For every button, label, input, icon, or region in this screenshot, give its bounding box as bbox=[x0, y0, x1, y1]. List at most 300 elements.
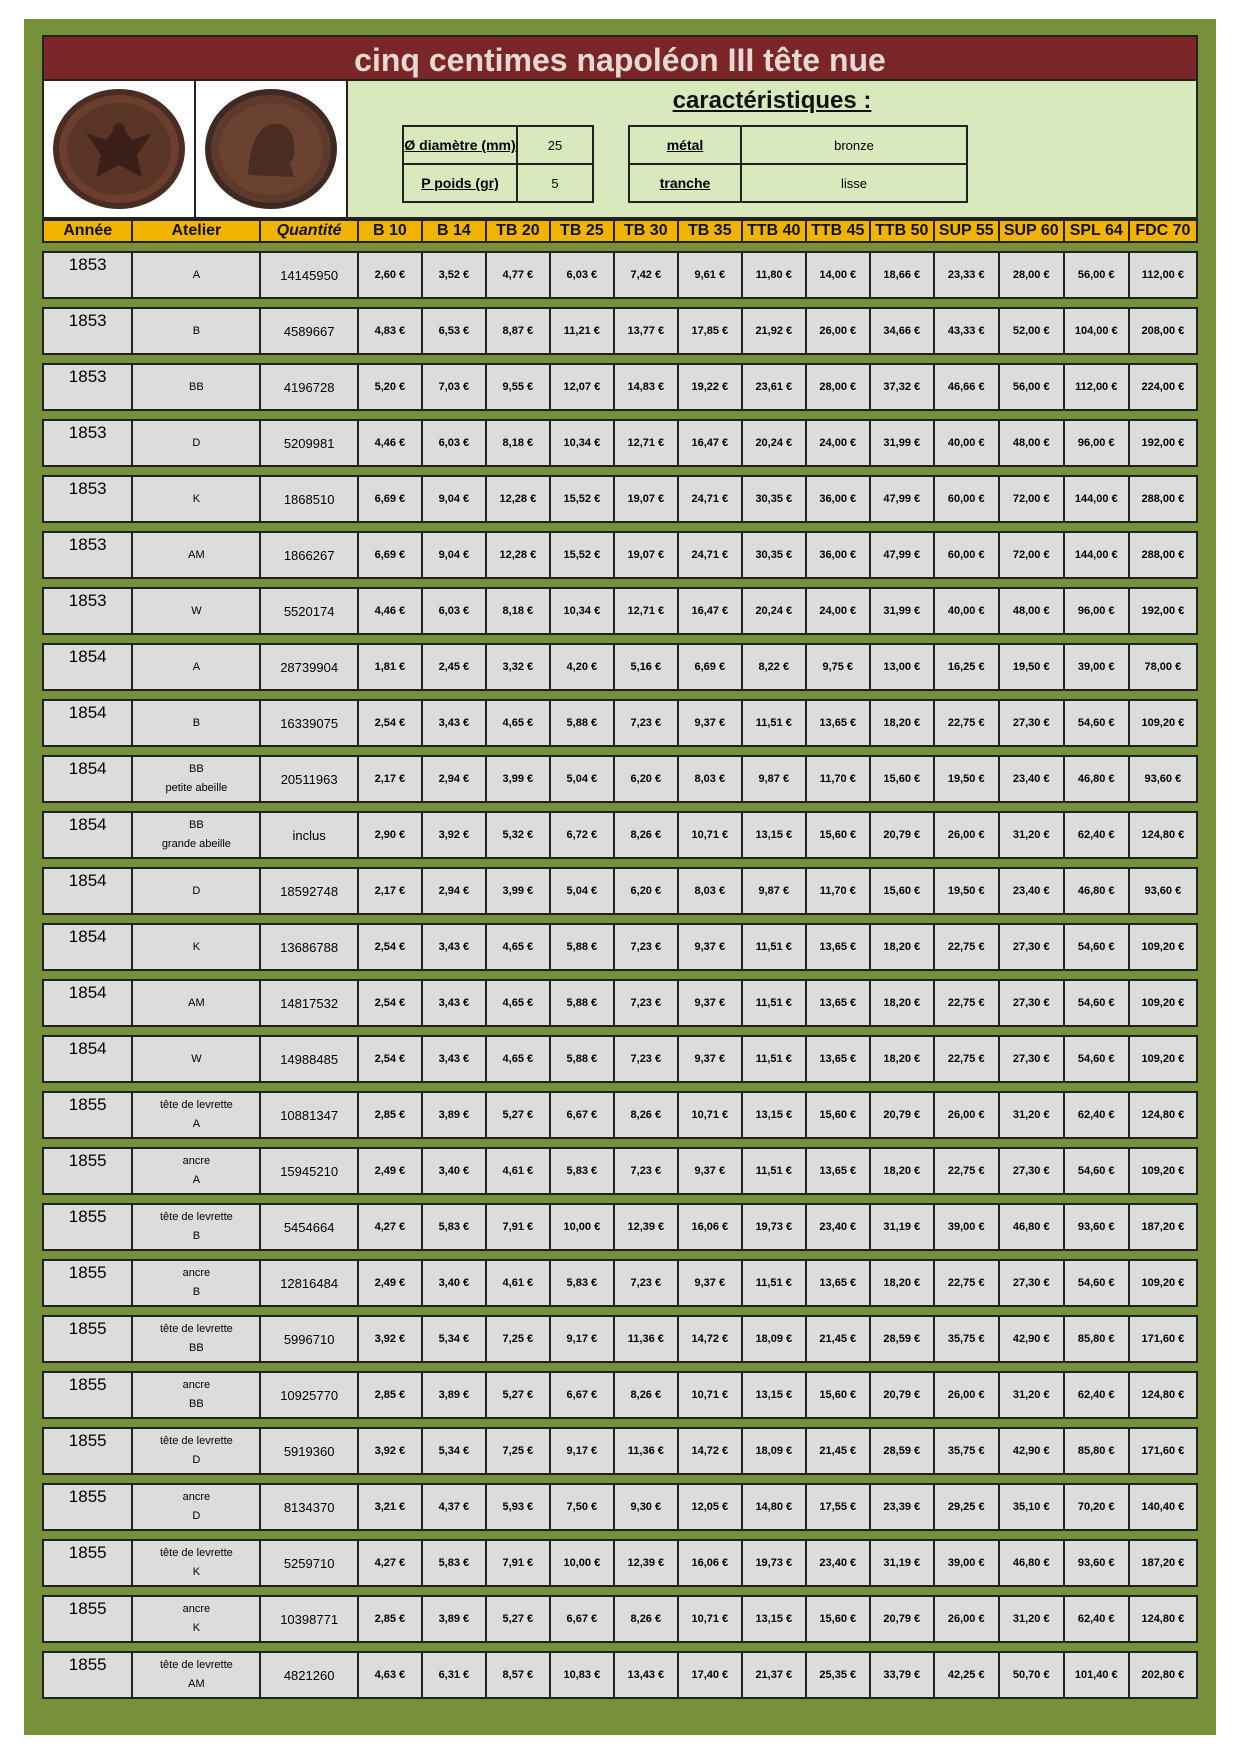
atelier-line: K bbox=[192, 940, 201, 953]
price-cell: 3,89 € bbox=[422, 1372, 486, 1418]
column-header: SUP 55 bbox=[934, 220, 999, 242]
row-spacer-cell bbox=[43, 970, 1197, 980]
price-cell: 46,80 € bbox=[999, 1540, 1064, 1586]
atelier-cell bbox=[132, 1540, 260, 1586]
price-cell: 31,19 € bbox=[870, 1204, 934, 1250]
row-spacer bbox=[43, 578, 1197, 588]
price-cell: 109,20 € bbox=[1129, 1148, 1197, 1194]
price-cell: 5,83 € bbox=[550, 1260, 614, 1306]
price-cell: 30,35 € bbox=[742, 532, 806, 578]
year-cell: 1855 bbox=[43, 1260, 132, 1306]
price-cell: 6,31 € bbox=[422, 1652, 486, 1698]
price-cell: 6,53 € bbox=[422, 308, 486, 354]
price-cell: 19,50 € bbox=[999, 644, 1064, 690]
quantity-cell: 5919360 bbox=[260, 1428, 358, 1474]
price-cell: 46,80 € bbox=[999, 1204, 1064, 1250]
price-cell: 109,20 € bbox=[1129, 700, 1197, 746]
row-spacer bbox=[43, 1194, 1197, 1204]
row-spacer bbox=[43, 354, 1197, 364]
row-spacer-cell bbox=[43, 1418, 1197, 1428]
atelier-cell bbox=[132, 252, 260, 298]
row-spacer-cell bbox=[43, 1642, 1197, 1652]
price-cell: 23,61 € bbox=[742, 364, 806, 410]
year-cell: 1855 bbox=[43, 1540, 132, 1586]
price-cell: 140,40 € bbox=[1129, 1484, 1197, 1530]
atelier-line: ancre bbox=[182, 1379, 211, 1391]
price-cell: 28,59 € bbox=[870, 1428, 934, 1474]
quantity-cell: 28739904 bbox=[260, 644, 358, 690]
atelier-cell bbox=[132, 812, 260, 858]
price-cell: 18,20 € bbox=[870, 980, 934, 1026]
price-cell: 23,40 € bbox=[806, 1204, 870, 1250]
price-cell: 7,25 € bbox=[486, 1428, 550, 1474]
price-cell: 187,20 € bbox=[1129, 1540, 1197, 1586]
price-cell: 17,40 € bbox=[678, 1652, 742, 1698]
price-cell: 5,27 € bbox=[486, 1596, 550, 1642]
price-cell: 9,37 € bbox=[678, 1148, 742, 1194]
price-cell: 124,80 € bbox=[1129, 1372, 1197, 1418]
atelier-line: ancre bbox=[182, 1267, 211, 1279]
price-cell: 24,71 € bbox=[678, 532, 742, 578]
atelier-line: BB bbox=[189, 380, 204, 393]
price-cell: 9,61 € bbox=[678, 252, 742, 298]
price-cell: 22,75 € bbox=[934, 700, 999, 746]
quantity-cell: 1866267 bbox=[260, 532, 358, 578]
year-cell: 1853 bbox=[43, 308, 132, 354]
table-row bbox=[43, 1148, 1197, 1194]
price-cell: 7,23 € bbox=[614, 1148, 678, 1194]
atelier-line: D bbox=[192, 1510, 201, 1522]
atelier-cell bbox=[132, 1596, 260, 1642]
table-row bbox=[43, 1484, 1197, 1530]
price-cell: 26,00 € bbox=[934, 1092, 999, 1138]
price-cell: 11,51 € bbox=[742, 980, 806, 1026]
price-cell: 33,79 € bbox=[870, 1652, 934, 1698]
price-cell: 4,83 € bbox=[358, 308, 422, 354]
table-row bbox=[43, 1596, 1197, 1642]
quantity-cell: 10925770 bbox=[260, 1372, 358, 1418]
price-cell: 13,15 € bbox=[742, 1372, 806, 1418]
price-cell: 2,54 € bbox=[358, 980, 422, 1026]
price-cell: 62,40 € bbox=[1064, 812, 1129, 858]
price-cell: 13,65 € bbox=[806, 980, 870, 1026]
price-cell: 3,92 € bbox=[358, 1428, 422, 1474]
price-cell: 4,27 € bbox=[358, 1540, 422, 1586]
price-cell: 4,65 € bbox=[486, 924, 550, 970]
price-cell: 27,30 € bbox=[999, 1260, 1064, 1306]
price-cell: 93,60 € bbox=[1064, 1204, 1129, 1250]
quantity-cell: 4589667 bbox=[260, 308, 358, 354]
price-cell: 93,60 € bbox=[1129, 756, 1197, 802]
price-cell: 4,65 € bbox=[486, 980, 550, 1026]
price-cell: 19,07 € bbox=[614, 476, 678, 522]
price-cell: 7,03 € bbox=[422, 364, 486, 410]
price-cell: 27,30 € bbox=[999, 980, 1064, 1026]
price-cell: 54,60 € bbox=[1064, 924, 1129, 970]
table-row bbox=[43, 308, 1197, 354]
price-cell: 9,37 € bbox=[678, 1260, 742, 1306]
year-cell: 1854 bbox=[43, 644, 132, 690]
price-cell: 4,27 € bbox=[358, 1204, 422, 1250]
year-cell: 1854 bbox=[43, 868, 132, 914]
year-cell: 1855 bbox=[43, 1204, 132, 1250]
price-cell: 2,90 € bbox=[358, 812, 422, 858]
table-row bbox=[43, 1372, 1197, 1418]
price-cell: 2,49 € bbox=[358, 1260, 422, 1306]
table-row bbox=[43, 1260, 1197, 1306]
price-cell: 3,99 € bbox=[486, 868, 550, 914]
price-cell: 31,20 € bbox=[999, 812, 1064, 858]
price-cell: 23,33 € bbox=[934, 252, 999, 298]
row-spacer-cell bbox=[43, 578, 1197, 588]
price-cell: 40,00 € bbox=[934, 588, 999, 634]
price-cell: 13,43 € bbox=[614, 1652, 678, 1698]
column-header: Atelier bbox=[132, 220, 260, 242]
price-cell: 13,65 € bbox=[806, 924, 870, 970]
price-cell: 5,04 € bbox=[550, 756, 614, 802]
atelier-line: D bbox=[192, 1454, 201, 1466]
price-cell: 24,00 € bbox=[806, 420, 870, 466]
price-cell: 96,00 € bbox=[1064, 420, 1129, 466]
price-cell: 37,32 € bbox=[870, 364, 934, 410]
year-cell: 1855 bbox=[43, 1148, 132, 1194]
price-cell: 22,75 € bbox=[934, 924, 999, 970]
table-row bbox=[43, 1540, 1197, 1586]
price-cell: 28,00 € bbox=[806, 364, 870, 410]
atelier-line: tête de levrette bbox=[159, 1323, 233, 1335]
price-cell: 5,83 € bbox=[422, 1204, 486, 1250]
price-cell: 124,80 € bbox=[1129, 1596, 1197, 1642]
price-cell: 39,00 € bbox=[1064, 644, 1129, 690]
price-cell: 23,39 € bbox=[870, 1484, 934, 1530]
price-cell: 85,80 € bbox=[1064, 1428, 1129, 1474]
price-cell: 52,00 € bbox=[999, 308, 1064, 354]
price-cell: 10,34 € bbox=[550, 420, 614, 466]
content bbox=[42, 35, 1198, 1699]
column-header: TB 25 bbox=[550, 220, 614, 242]
price-cell: 11,70 € bbox=[806, 756, 870, 802]
price-cell: 288,00 € bbox=[1129, 532, 1197, 578]
row-spacer bbox=[43, 298, 1197, 308]
table-row bbox=[43, 700, 1197, 746]
quantity-cell: 4821260 bbox=[260, 1652, 358, 1698]
row-spacer bbox=[43, 1586, 1197, 1596]
price-cell: 56,00 € bbox=[999, 364, 1064, 410]
price-cell: 288,00 € bbox=[1129, 476, 1197, 522]
price-cell: 13,65 € bbox=[806, 1148, 870, 1194]
row-spacer-cell bbox=[43, 1026, 1197, 1036]
quantity-cell: 1868510 bbox=[260, 476, 358, 522]
price-cell: 8,18 € bbox=[486, 420, 550, 466]
price-cell: 4,46 € bbox=[358, 588, 422, 634]
row-spacer bbox=[43, 242, 1197, 252]
price-cell: 19,07 € bbox=[614, 532, 678, 578]
edge-label: tranche bbox=[629, 164, 741, 202]
table-row bbox=[43, 252, 1197, 298]
price-cell: 4,65 € bbox=[486, 1036, 550, 1082]
price-cell: 11,51 € bbox=[742, 1148, 806, 1194]
table-row bbox=[43, 924, 1197, 970]
row-spacer bbox=[43, 634, 1197, 644]
atelier-cell bbox=[132, 308, 260, 354]
diameter-value: 25 bbox=[517, 126, 593, 164]
row-spacer-cell bbox=[43, 914, 1197, 924]
atelier-cell bbox=[132, 1484, 260, 1530]
price-cell: 39,00 € bbox=[934, 1540, 999, 1586]
price-cell: 7,23 € bbox=[614, 924, 678, 970]
atelier-cell bbox=[132, 476, 260, 522]
price-cell: 11,36 € bbox=[614, 1428, 678, 1474]
coin-header bbox=[42, 81, 1198, 219]
column-header: TB 35 bbox=[678, 220, 742, 242]
year-cell: 1853 bbox=[43, 532, 132, 578]
price-cell: 101,40 € bbox=[1064, 1652, 1129, 1698]
price-cell: 8,03 € bbox=[678, 868, 742, 914]
price-cell: 18,09 € bbox=[742, 1428, 806, 1474]
price-cell: 2,54 € bbox=[358, 700, 422, 746]
price-cell: 4,46 € bbox=[358, 420, 422, 466]
year-cell: 1855 bbox=[43, 1372, 132, 1418]
year-cell: 1855 bbox=[43, 1652, 132, 1698]
row-spacer-cell bbox=[43, 858, 1197, 868]
price-cell: 12,39 € bbox=[614, 1204, 678, 1250]
quantity-cell: 5259710 bbox=[260, 1540, 358, 1586]
price-cell: 3,52 € bbox=[422, 252, 486, 298]
atelier-line: tête de levrette bbox=[159, 1659, 233, 1671]
price-cell: 109,20 € bbox=[1129, 1036, 1197, 1082]
price-cell: 6,03 € bbox=[422, 588, 486, 634]
price-cell: 22,75 € bbox=[934, 1148, 999, 1194]
price-cell: 46,80 € bbox=[1064, 756, 1129, 802]
table-row bbox=[43, 812, 1197, 858]
price-cell: 5,83 € bbox=[550, 1148, 614, 1194]
metal-label: métal bbox=[629, 126, 741, 164]
year-cell: 1854 bbox=[43, 700, 132, 746]
price-cell: 56,00 € bbox=[1064, 252, 1129, 298]
price-cell: 9,37 € bbox=[678, 924, 742, 970]
atelier-cell bbox=[132, 1260, 260, 1306]
row-spacer-cell bbox=[43, 242, 1197, 252]
price-cell: 12,39 € bbox=[614, 1540, 678, 1586]
price-cell: 5,04 € bbox=[550, 868, 614, 914]
price-cell: 6,67 € bbox=[550, 1596, 614, 1642]
price-cell: 28,59 € bbox=[870, 1316, 934, 1362]
price-cell: 10,00 € bbox=[550, 1204, 614, 1250]
atelier-line: D bbox=[192, 884, 201, 897]
price-cell: 3,43 € bbox=[422, 980, 486, 1026]
price-cell: 93,60 € bbox=[1129, 868, 1197, 914]
row-spacer bbox=[43, 466, 1197, 476]
price-cell: 10,83 € bbox=[550, 1652, 614, 1698]
year-cell: 1853 bbox=[43, 252, 132, 298]
row-spacer-cell bbox=[43, 1586, 1197, 1596]
price-cell: 5,34 € bbox=[422, 1316, 486, 1362]
price-cell: 5,88 € bbox=[550, 980, 614, 1026]
column-header: TTB 40 bbox=[742, 220, 806, 242]
price-cell: 54,60 € bbox=[1064, 700, 1129, 746]
price-cell: 54,60 € bbox=[1064, 980, 1129, 1026]
characteristics-title: caractéristiques : bbox=[672, 87, 872, 114]
atelier-line: K bbox=[192, 1566, 201, 1578]
price-cell: 11,51 € bbox=[742, 1036, 806, 1082]
table-row bbox=[43, 1316, 1197, 1362]
price-cell: 13,15 € bbox=[742, 1092, 806, 1138]
price-cell: 3,32 € bbox=[486, 644, 550, 690]
table-row bbox=[43, 588, 1197, 634]
price-cell: 2,85 € bbox=[358, 1092, 422, 1138]
price-cell: 13,00 € bbox=[870, 644, 934, 690]
atelier-line: grande abeille bbox=[161, 838, 231, 850]
price-cell: 4,61 € bbox=[486, 1260, 550, 1306]
column-header: Année bbox=[43, 220, 132, 242]
column-header: FDC 70 bbox=[1129, 220, 1197, 242]
price-cell: 13,65 € bbox=[806, 1036, 870, 1082]
price-cell: 171,60 € bbox=[1129, 1316, 1197, 1362]
price-cell: 12,07 € bbox=[550, 364, 614, 410]
price-cell: 6,03 € bbox=[422, 420, 486, 466]
atelier-cell bbox=[132, 532, 260, 578]
year-cell: 1854 bbox=[43, 924, 132, 970]
price-cell: 4,77 € bbox=[486, 252, 550, 298]
row-spacer bbox=[43, 1082, 1197, 1092]
price-cell: 202,80 € bbox=[1129, 1652, 1197, 1698]
price-cell: 20,79 € bbox=[870, 1596, 934, 1642]
atelier-cell bbox=[132, 924, 260, 970]
row-spacer bbox=[43, 690, 1197, 700]
price-cell: 47,99 € bbox=[870, 476, 934, 522]
dimensions-table bbox=[402, 125, 594, 203]
price-cell: 3,92 € bbox=[358, 1316, 422, 1362]
coin-reverse-image bbox=[196, 81, 348, 217]
price-cell: 23,40 € bbox=[999, 756, 1064, 802]
price-cell: 14,72 € bbox=[678, 1316, 742, 1362]
price-cell: 14,00 € bbox=[806, 252, 870, 298]
table-row bbox=[43, 1092, 1197, 1138]
price-cell: 22,75 € bbox=[934, 1260, 999, 1306]
edge-value: lisse bbox=[741, 164, 967, 202]
price-cell: 46,66 € bbox=[934, 364, 999, 410]
quantity-cell: 4196728 bbox=[260, 364, 358, 410]
quantity-cell: 5520174 bbox=[260, 588, 358, 634]
price-cell: 26,00 € bbox=[934, 1372, 999, 1418]
price-cell: 23,40 € bbox=[806, 1540, 870, 1586]
atelier-line: A bbox=[192, 1174, 201, 1186]
price-cell: 6,20 € bbox=[614, 868, 678, 914]
price-cell: 144,00 € bbox=[1064, 476, 1129, 522]
price-cell: 224,00 € bbox=[1129, 364, 1197, 410]
price-cell: 43,33 € bbox=[934, 308, 999, 354]
price-cell: 2,17 € bbox=[358, 868, 422, 914]
price-cell: 62,40 € bbox=[1064, 1596, 1129, 1642]
price-cell: 6,69 € bbox=[358, 532, 422, 578]
price-cell: 11,36 € bbox=[614, 1316, 678, 1362]
atelier-line: K bbox=[192, 1622, 201, 1634]
row-spacer-cell bbox=[43, 1306, 1197, 1316]
atelier-line: BB bbox=[189, 1342, 204, 1354]
price-cell: 62,40 € bbox=[1064, 1372, 1129, 1418]
price-cell: 22,75 € bbox=[934, 1036, 999, 1082]
row-spacer bbox=[43, 914, 1197, 924]
price-cell: 17,85 € bbox=[678, 308, 742, 354]
price-cell: 8,03 € bbox=[678, 756, 742, 802]
row-spacer-cell bbox=[43, 354, 1197, 364]
table-row bbox=[43, 532, 1197, 578]
price-cell: 5,34 € bbox=[422, 1428, 486, 1474]
price-cell: 19,50 € bbox=[934, 756, 999, 802]
atelier-line: B bbox=[192, 716, 201, 729]
price-cell: 48,00 € bbox=[999, 420, 1064, 466]
atelier-line: BB bbox=[189, 763, 204, 775]
price-cell: 18,20 € bbox=[870, 1036, 934, 1082]
atelier-line: W bbox=[191, 604, 202, 617]
price-cell: 1,81 € bbox=[358, 644, 422, 690]
price-cell: 144,00 € bbox=[1064, 532, 1129, 578]
row-spacer-cell bbox=[43, 1194, 1197, 1204]
price-cell: 9,37 € bbox=[678, 1036, 742, 1082]
column-header: TB 30 bbox=[614, 220, 678, 242]
price-cell: 11,80 € bbox=[742, 252, 806, 298]
price-cell: 8,26 € bbox=[614, 1092, 678, 1138]
year-cell: 1853 bbox=[43, 588, 132, 634]
price-cell: 13,65 € bbox=[806, 700, 870, 746]
price-cell: 60,00 € bbox=[934, 476, 999, 522]
price-cell: 9,30 € bbox=[614, 1484, 678, 1530]
price-cell: 5,27 € bbox=[486, 1372, 550, 1418]
price-cell: 10,71 € bbox=[678, 1092, 742, 1138]
atelier-cell bbox=[132, 1148, 260, 1194]
price-cell: 12,71 € bbox=[614, 420, 678, 466]
price-cell: 5,20 € bbox=[358, 364, 422, 410]
row-spacer bbox=[43, 1474, 1197, 1484]
table-row bbox=[43, 1036, 1197, 1082]
price-cell: 70,20 € bbox=[1064, 1484, 1129, 1530]
row-spacer bbox=[43, 1530, 1197, 1540]
atelier-cell bbox=[132, 644, 260, 690]
atelier-line: A bbox=[192, 660, 201, 673]
table-row bbox=[43, 644, 1197, 690]
row-spacer bbox=[43, 1362, 1197, 1372]
atelier-cell bbox=[132, 364, 260, 410]
price-cell: 12,28 € bbox=[486, 476, 550, 522]
price-cell: 9,55 € bbox=[486, 364, 550, 410]
price-cell: 26,00 € bbox=[806, 308, 870, 354]
column-header: SUP 60 bbox=[999, 220, 1064, 242]
table-row bbox=[43, 868, 1197, 914]
price-cell: 96,00 € bbox=[1064, 588, 1129, 634]
quantity-cell: 18592748 bbox=[260, 868, 358, 914]
price-cell: 15,60 € bbox=[806, 1092, 870, 1138]
price-cell: 6,03 € bbox=[550, 252, 614, 298]
price-cell: 2,94 € bbox=[422, 868, 486, 914]
row-spacer bbox=[43, 1642, 1197, 1652]
price-cell: 9,04 € bbox=[422, 532, 486, 578]
price-cell: 112,00 € bbox=[1129, 252, 1197, 298]
table-row bbox=[43, 364, 1197, 410]
price-cell: 109,20 € bbox=[1129, 924, 1197, 970]
price-cell: 10,71 € bbox=[678, 812, 742, 858]
price-cell: 8,26 € bbox=[614, 812, 678, 858]
price-cell: 85,80 € bbox=[1064, 1316, 1129, 1362]
price-cell: 14,72 € bbox=[678, 1428, 742, 1474]
year-cell: 1854 bbox=[43, 756, 132, 802]
price-cell: 9,17 € bbox=[550, 1428, 614, 1474]
price-cell: 7,23 € bbox=[614, 700, 678, 746]
price-cell: 5,88 € bbox=[550, 1036, 614, 1082]
atelier-line: D bbox=[192, 436, 201, 449]
price-cell: 7,91 € bbox=[486, 1204, 550, 1250]
atelier-cell bbox=[132, 1092, 260, 1138]
price-cell: 2,85 € bbox=[358, 1372, 422, 1418]
